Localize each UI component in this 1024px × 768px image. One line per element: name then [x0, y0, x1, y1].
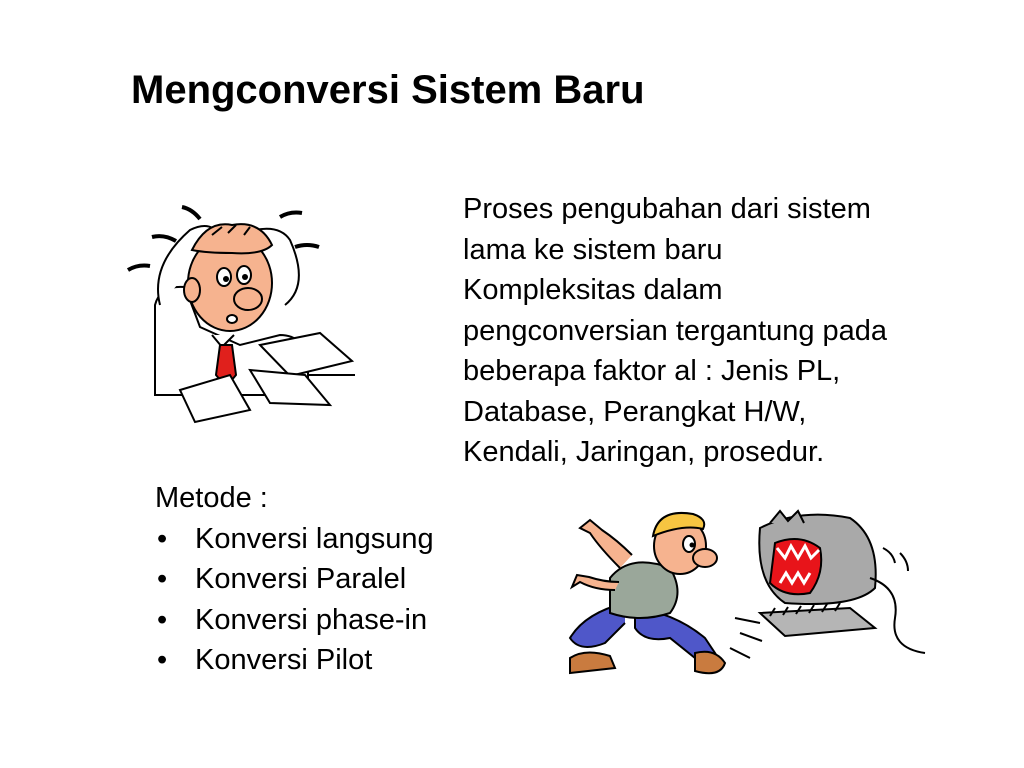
description-line: Proses pengubahan dari sistem	[463, 193, 871, 225]
method-label: Konversi phase-in	[195, 603, 428, 636]
description-line: Database, Perangkat H/W,	[463, 395, 807, 428]
methods-list	[155, 519, 434, 681]
man-fleeing-computer-icon	[565, 508, 940, 688]
bullet-icon: •	[157, 522, 168, 555]
description-line: lama ke sistem baru	[463, 233, 723, 266]
description-line: beberapa faktor al : Jenis PL,	[463, 355, 841, 387]
methods-heading: Metode :	[155, 482, 268, 514]
method-label: Konversi Pilot	[195, 644, 373, 676]
method-item	[155, 640, 434, 681]
bullet-icon: •	[157, 563, 168, 595]
method-item	[155, 559, 434, 600]
description-line: Kompleksitas dalam	[463, 274, 723, 306]
description-line: pengconversian tergantung pada	[463, 314, 888, 347]
method-item	[155, 600, 434, 641]
methods-block	[155, 478, 434, 681]
bullet-icon: •	[157, 644, 168, 676]
slide-title: Mengconversi Sistem Baru	[131, 68, 645, 112]
description-line: Kendali, Jaringan, prosedur.	[463, 436, 825, 468]
method-item	[155, 519, 434, 560]
method-label: Konversi langsung	[195, 522, 434, 555]
bullet-icon: •	[157, 603, 168, 636]
method-label: Konversi Paralel	[195, 563, 407, 595]
description-text	[463, 189, 983, 473]
stressed-man-icon	[120, 195, 365, 435]
